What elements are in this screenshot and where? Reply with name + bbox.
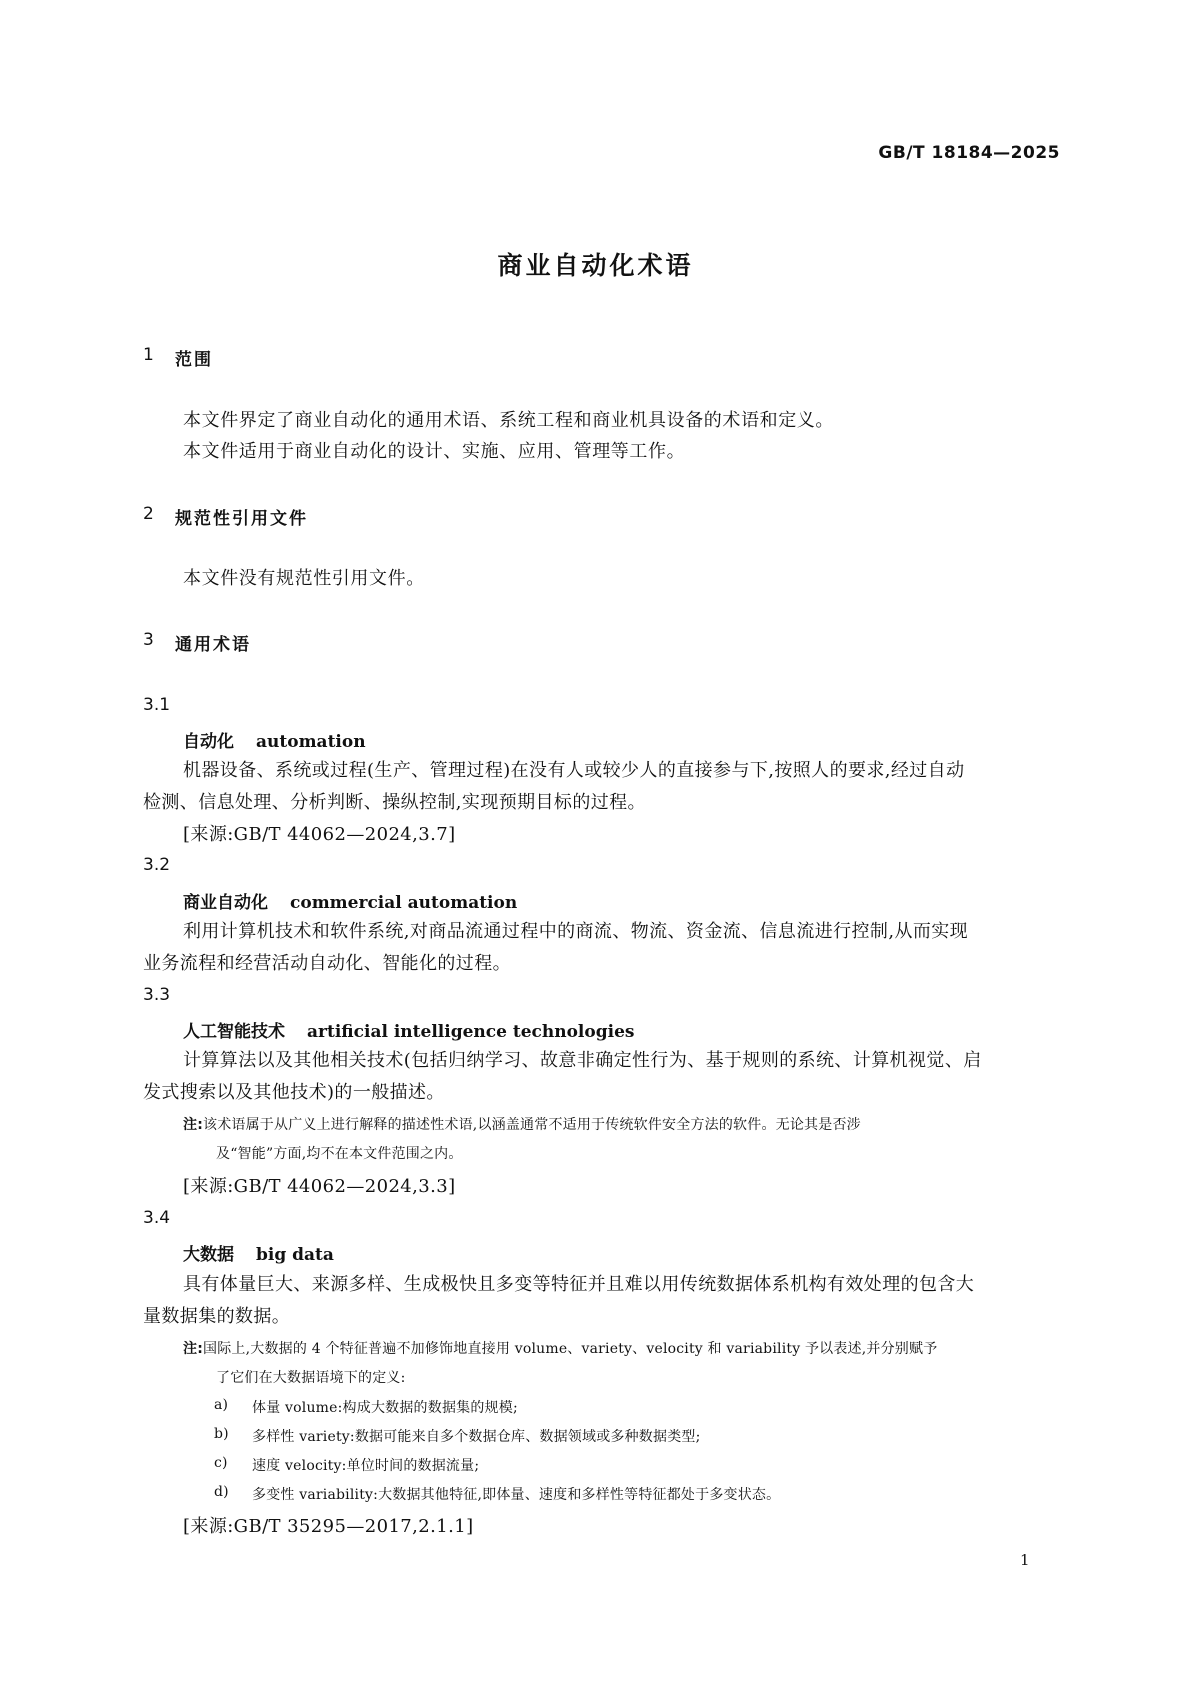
term-source: [来源:GB/T 35295—2017,2.1.1] <box>183 1516 474 1537</box>
term-heading <box>183 727 366 752</box>
section-label: 通用术语 <box>175 635 251 655</box>
term-heading <box>183 1017 634 1042</box>
term-definition-line: 计算算法以及其他相关技术(包括归纳学习、故意非确定性行为、基于规则的系统、计算机视觉、启 <box>183 1050 982 1071</box>
section-number: 3 <box>143 630 154 650</box>
list-marker: b) <box>214 1426 229 1442</box>
list-marker: c) <box>214 1455 228 1471</box>
term-chinese: 人工智能技术 <box>183 1022 285 1042</box>
term-note-continued: 了它们在大数据语境下的定义: <box>216 1370 406 1386</box>
term-number: 3.1 <box>143 695 171 715</box>
term-definition-line: 检测、信息处理、分析判断、操纵控制,实现预期目标的过程。 <box>143 792 646 813</box>
section-number: 1 <box>143 345 154 365</box>
term-heading <box>183 1240 334 1265</box>
page-number: 1 <box>1020 1551 1030 1569</box>
list-marker: d) <box>214 1484 229 1500</box>
term-definition-line: 利用计算机技术和软件系统,对商品流通过程中的商流、物流、资金流、信息流进行控制,从而实现 <box>183 921 969 942</box>
term-english: commercial automation <box>290 893 518 913</box>
list-text: 体量 volume:构成大数据的数据集的规模; <box>252 1400 518 1416</box>
note-text: 该术语属于从广义上进行解释的描述性术语,以涵盖通常不适用于传统软件安全方法的软件。无论其是否涉 <box>203 1117 861 1133</box>
note-label: 注: <box>183 1341 203 1357</box>
term-definition-line: 业务流程和经营活动自动化、智能化的过程。 <box>143 953 511 974</box>
document-code: GB/T 18184—2025 <box>878 143 1060 163</box>
term-definition-line: 量数据集的数据。 <box>143 1306 291 1327</box>
term-number: 3.3 <box>143 985 171 1005</box>
term-english: artificial intelligence technologies <box>307 1022 635 1042</box>
scope-paragraph-1: 本文件界定了商业自动化的通用术语、系统工程和商业机具设备的术语和定义。 <box>183 410 834 431</box>
term-heading <box>183 888 517 913</box>
term-chinese: 商业自动化 <box>183 893 268 913</box>
term-english: automation <box>256 732 366 752</box>
term-number: 3.2 <box>143 855 171 875</box>
note-label: 注: <box>183 1117 203 1133</box>
section-label: 范围 <box>175 350 213 370</box>
term-chinese: 自动化 <box>183 732 234 752</box>
term-definition-line: 发式搜索以及其他技术)的一般描述。 <box>143 1082 445 1103</box>
note-text: 国际上,大数据的 4 个特征普遍不加修饰地直接用 volume、variety、velocity 和 variability 予以表述,并分别赋予 <box>203 1341 938 1357</box>
section-label: 规范性引用文件 <box>175 509 308 529</box>
term-note <box>183 1114 861 1134</box>
term-number: 3.4 <box>143 1208 171 1228</box>
list-text: 速度 velocity:单位时间的数据流量; <box>252 1458 480 1474</box>
section-number: 2 <box>143 504 154 524</box>
list-text: 多变性 variability:大数据其他特征,即体量、速度和多样性等特征都处于多变状态。 <box>252 1487 781 1503</box>
document-title: 商业自动化术语 <box>497 251 694 280</box>
term-source: [来源:GB/T 44062—2024,3.7] <box>183 824 456 845</box>
list-text: 多样性 variety:数据可能来自多个数据仓库、数据领域或多种数据类型; <box>252 1429 701 1445</box>
term-note-continued: 及“智能”方面,均不在本文件范围之内。 <box>216 1146 463 1162</box>
normative-paragraph: 本文件没有规范性引用文件。 <box>183 568 425 589</box>
term-english: big data <box>256 1245 334 1265</box>
scope-paragraph-2: 本文件适用于商业自动化的设计、实施、应用、管理等工作。 <box>183 441 686 462</box>
term-source: [来源:GB/T 44062—2024,3.3] <box>183 1176 456 1197</box>
list-marker: a) <box>214 1397 229 1413</box>
term-definition-line: 具有体量巨大、来源多样、生成极快且多变等特征并且难以用传统数据体系机构有效处理的包含大 <box>183 1274 975 1295</box>
term-chinese: 大数据 <box>183 1245 234 1265</box>
term-note <box>183 1338 937 1358</box>
term-definition-line: 机器设备、系统或过程(生产、管理过程)在没有人或较少人的直接参与下,按照人的要求,经过自动 <box>183 760 965 781</box>
